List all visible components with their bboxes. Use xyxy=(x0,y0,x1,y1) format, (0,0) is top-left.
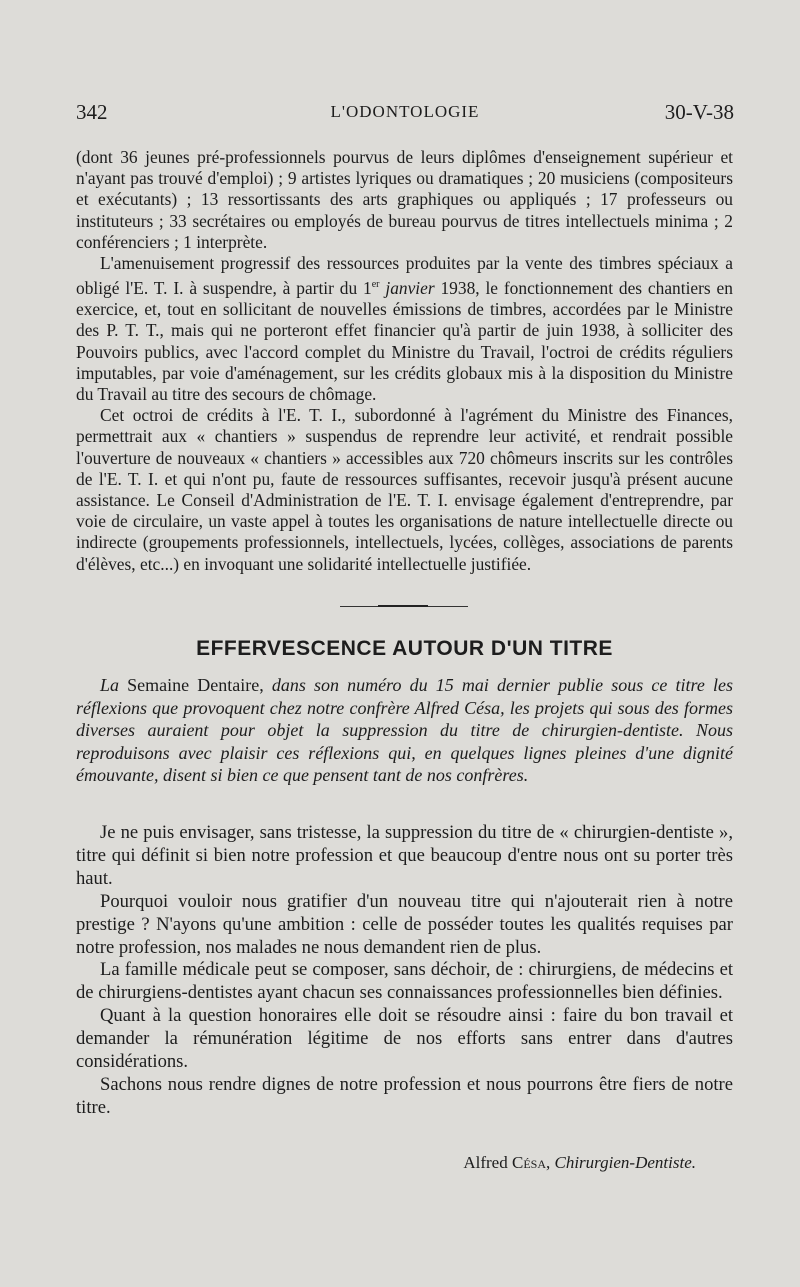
article-heading: EFFERVESCENCE AUTOUR D'UN TITRE xyxy=(196,637,613,660)
paragraph: (dont 36 jeunes pré-professionnels pourvus de leurs diplômes d'enseignement supérieur et n'ayant pas trouvé d'emploi) ; 9 artistes lyriques ou dramatiques ; 20 musiciens (compositeurs et exécutants) ; 13 ressortissants des arts graphiques ou appliqués ; 17 professeurs ou instituteurs ; 33 secrétaires ou employés de bureau pourvus de titres intellectuels minima ; 2 conférenciers ; 1 interprète. xyxy=(76,147,733,252)
paragraph: L'amenuisement progressif des ressources produites par la vente des timbres spéciaux a obligé l'E. T. I. à suspendre, à partir du 1er janvier 1938, le fonctionnement des chantiers en exercice, et, tout en sollicitant de nouvelles émissions de timbres, accordées par le Ministre des P. T. T., mais qui ne porteront effet financier qu'à partir de juin 1938, à solliciter des Pouvoirs publics, avec l'accord complet du Ministre du Travail, l'octroi de crédits réguliers imputables, par voie d'aménagement, sur les crédits globaux mis à la disposition du Ministre du Travail au titre des secours de chômage. xyxy=(76,253,733,405)
running-header xyxy=(76,100,734,130)
issue-date: 30-V-38 xyxy=(664,100,734,124)
article-continuation xyxy=(76,147,733,575)
paragraph: Sachons nous rendre dignes de notre profession et nous pourrons être fiers de notre titre. xyxy=(76,1073,733,1118)
paragraph: Je ne puis envisager, sans tristesse, la suppression du titre de « chirurgien-dentiste », titre qui définit si bien notre profession et que beaucoup d'entre nous ont su porter très haut. xyxy=(76,822,733,889)
paragraph: La Semaine Dentaire, dans son numéro du 15 mai dernier publie sous ce titre les réflexions que provoquent chez notre confrère Alfred Césa, les projets qui sous des formes diverses auraient pour objet la suppression du titre de chirurgien-dentiste. Nous reproduisons avec plaisir ces réflexions qui, en quelques lignes pleines d'une dignité émouvante, disent si bien ce que pensent tant de nos confrères. xyxy=(76,675,733,786)
editorial-intro xyxy=(76,674,733,787)
paragraph: Pourquoi vouloir nous gratifier d'un nouveau titre qui n'ajouterait rien à notre prestige ? N'ayons qu'une ambition : celle de posséder toutes les qualités requises par notre profession, nos malades ne nous demandent rien de plus. xyxy=(76,890,733,958)
signature: Alfred Césa, Chirurgien-Dentiste. xyxy=(463,1153,696,1172)
journal-title: L'ODONTOLOGIE xyxy=(330,102,480,121)
paragraph: Quant à la question honoraires elle doit se résoudre ainsi : faire du bon travail et demander la rémunération légitime de nos efforts sans entrer dans d'autres considérations. xyxy=(76,1005,733,1073)
letter-body xyxy=(76,822,733,1120)
page-number: 342 xyxy=(76,100,108,124)
section-divider xyxy=(340,606,468,607)
paragraph: Cet octroi de crédits à l'E. T. I., subordonné à l'agrément du Ministre des Finances, permettrait aux « chantiers » suspendus de reprendre leur activité, et rendrait possible l'ouverture de nouveaux « chantiers » accessibles aux 720 chômeurs inscrits sur les contrôles de l'E. T. I. et qui n'ont pu, faute de ressources suffisantes, recevoir jusqu'à présent aucune assistance. Le Conseil d'Administration de l'E. T. I. envisage également d'entreprendre, par voie de circulaire, un vaste appel à toutes les organisations de nature intellectuelle directe ou indirecte (groupements professionnels, intellectuels, lycées, collèges, associations de parents d'élèves, etc...) en invoquant une solidarité intellectuelle justifiée. xyxy=(76,405,733,574)
paragraph: La famille médicale peut se composer, sans déchoir, de : chirurgiens, de médecins et de chirurgiens-dentistes ayant chacun ses connaissances professionnelles bien définies. xyxy=(76,959,733,1004)
